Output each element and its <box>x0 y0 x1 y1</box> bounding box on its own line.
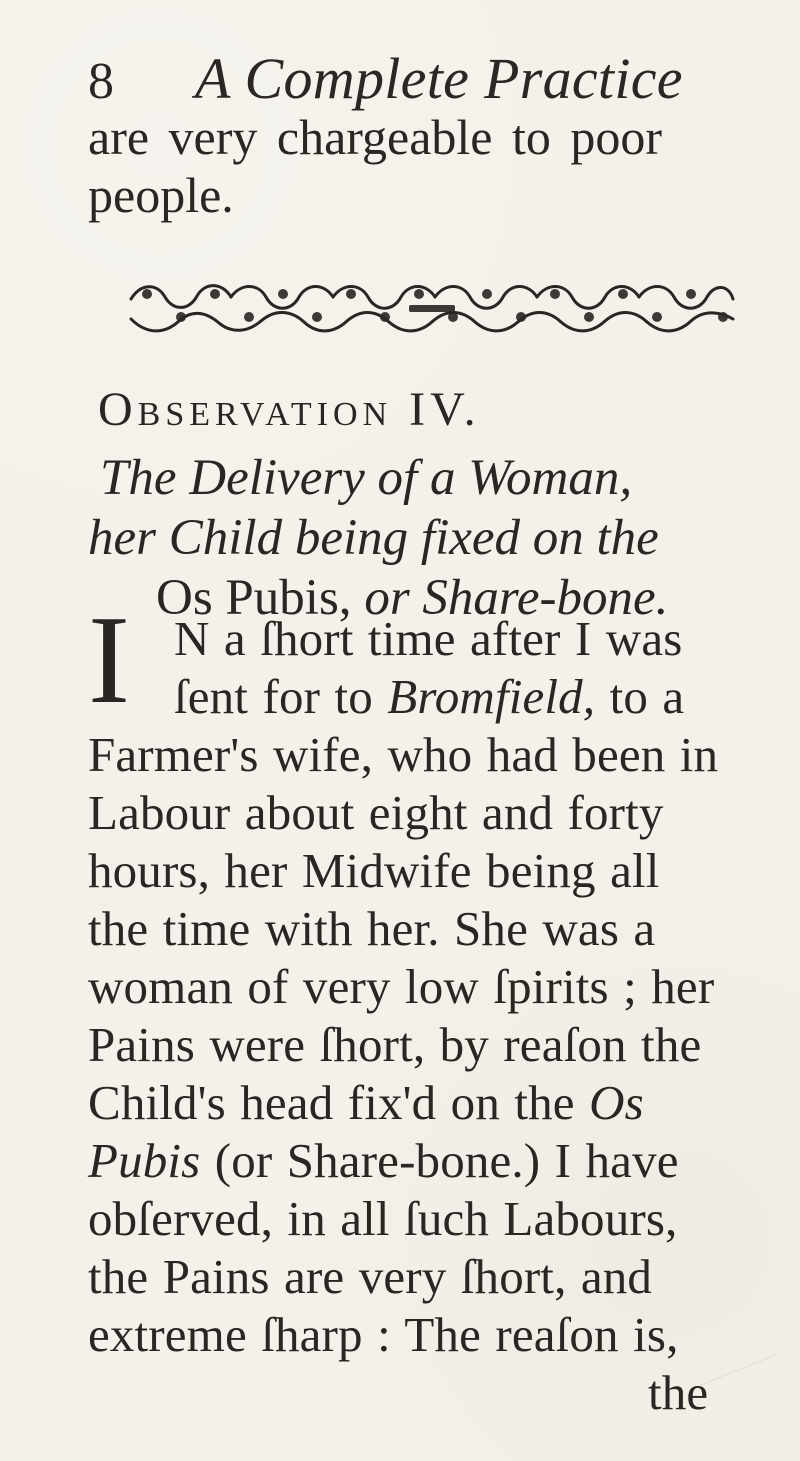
body-line-2-part-2: Bromfield, <box>387 669 596 724</box>
opening-line: are very chargeable to poor <box>88 109 663 165</box>
body-line-2-part-1: ſent for to <box>174 669 388 724</box>
opening-text-block <box>88 108 728 224</box>
subtitle-line-1-part-1: The Delivery of a <box>100 450 469 506</box>
body-line-4: Labour about eight and forty <box>88 785 664 840</box>
body-line-10 <box>88 1132 748 1190</box>
subtitle-line-3-part-1: Os Pubis, <box>156 570 365 626</box>
body-line-10-part-2: (or Share-bone.) I have <box>200 1133 679 1188</box>
running-title: A Complete Practice <box>195 46 683 111</box>
subtitle-line-1 <box>88 448 748 508</box>
subtitle-line-1-part-2: Woman, <box>468 450 633 506</box>
subtitle-line-2: her Child being fixed on the <box>88 510 659 566</box>
body-line-8: Pains were ſhort, by reaſon the <box>88 1017 702 1072</box>
body-line-3: Farmer's wife, who had been in <box>88 727 719 782</box>
body-line-7: woman of very low ſpirits ; her <box>88 959 715 1014</box>
body-line-2-part-3: to a <box>595 669 685 724</box>
body-line-10-part-1: Pubis <box>88 1133 201 1188</box>
opening-line: people. <box>88 167 234 223</box>
body-line-9 <box>88 1074 748 1132</box>
decorative-headpiece-icon <box>123 271 740 341</box>
body-line-13: extreme ſharp : The reaſon is, <box>88 1307 679 1362</box>
body-text <box>88 591 748 1422</box>
section-subtitle <box>88 448 748 628</box>
body-line-6: the time with her. She was a <box>88 901 656 956</box>
page-number: 8 <box>88 53 114 110</box>
subtitle-line-3-part-3: Share-bone. <box>422 570 669 626</box>
body-line-14: the <box>648 1365 709 1420</box>
body-line-9-part-1: Child's head fix'd on the <box>88 1075 590 1130</box>
body-line-1: N a ſhort time after I was <box>174 611 683 666</box>
section-title: Observation IV. <box>98 383 481 436</box>
body-line-12: the Pains are very ſhort, and <box>88 1249 653 1304</box>
body-line-5: hours, her Midwife being all <box>88 843 660 898</box>
body-line-2 <box>88 668 748 726</box>
subtitle-line-3-part-2: or <box>364 570 423 626</box>
body-line-11: obſerved, in all ſuch Labours, <box>88 1191 678 1246</box>
body-line-9-part-2: Os <box>589 1075 644 1130</box>
drop-cap: I <box>88 591 130 730</box>
